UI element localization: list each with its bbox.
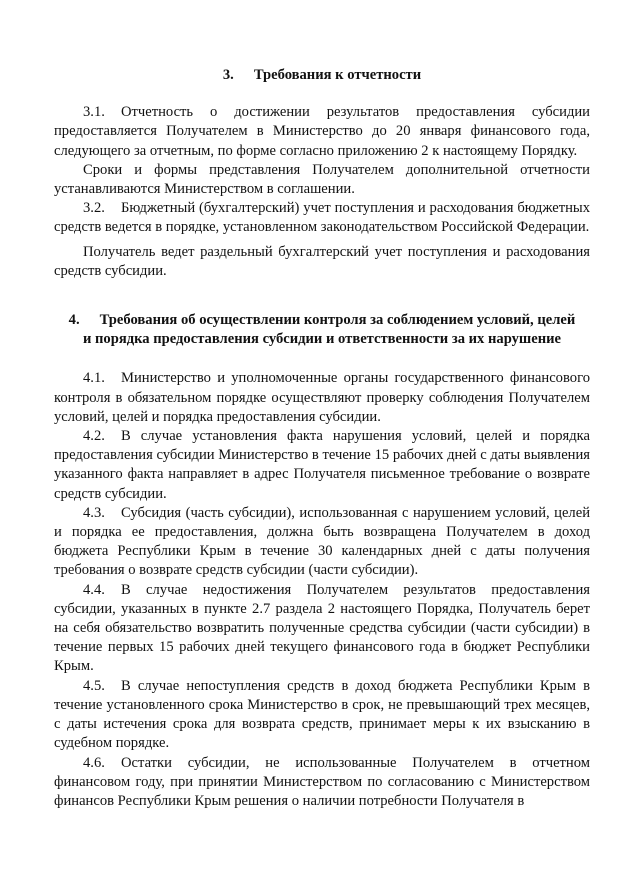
section-4-heading (54, 311, 590, 349)
paragraph-number: 4.3. (83, 504, 105, 521)
paragraph-3-1 (54, 103, 590, 161)
paragraph-4-3 (54, 504, 590, 581)
paragraph-3-2 (54, 199, 590, 237)
paragraph-number: 4.4. (83, 581, 105, 598)
paragraph-4-1 (54, 369, 590, 427)
paragraph-number: 4.6. (83, 754, 105, 771)
paragraph-4-5 (54, 677, 590, 754)
paragraph-text: Бюджетный (бухгалтерский) учет поступления и расходования бюджетных средств ведется в порядке, установленном законодательством Российской Федерации. (54, 200, 590, 236)
paragraph-4-2 (54, 427, 590, 504)
paragraph-text: Отчетность о достижении результатов предоставления субсидии предоставляется Получателем в Министерство до 20 января финансового года, следующего за отчетным, по форме согласно приложению 2 к настоящему Порядку. (54, 104, 590, 159)
paragraph-text: В случае недостижения Получателем результатов предоставления субсидии, указанных в пункте 2.7 раздела 2 настоящего Порядка, Получатель берет на себя обязательство возвратить полученные средства субсидии (части субсидии) в течение первых 15 рабочих дней текущего финансового года в бюджет Республики Крым. (54, 581, 590, 675)
document-content (54, 66, 590, 811)
paragraph-text: Получатель ведет раздельный бухгалтерский учет поступления и расходования средств субсидии. (54, 243, 590, 279)
paragraph-4-4 (54, 581, 590, 677)
paragraph-number: 3.1. (83, 104, 105, 121)
paragraph-text: Сроки и формы представления Получателем дополнительной отчетности устанавливаются Министерством в соглашении. (54, 161, 590, 198)
section-3-number: 3. (222, 67, 234, 83)
section-3-title: Требования к отчетности (253, 67, 422, 83)
paragraph-text: В случае непоступления средств в доход бюджета Республики Крым в течение установленного срока Министерство в срок, не превышающий трех месяцев, с даты истечения срока для возврата средств, принимает меры к их взысканию в судебном порядке. (54, 677, 590, 752)
paragraph-number: 3.2. (83, 200, 105, 217)
paragraph-3-2-extra (54, 243, 590, 281)
paragraph-text: Остатки субсидии, не использованные Получателем в отчетном финансовом году, при принятии Министерством по согласованию с Министерством финансов Республики Крым решения о наличии потребности Получателя в (54, 754, 590, 809)
section-3-heading (54, 66, 590, 85)
paragraph-number: 4.2. (83, 428, 105, 445)
paragraph-number: 4.1. (83, 370, 105, 387)
section-4-title: Требования об осуществлении контроля за соблюдением условий, целей и порядка предоставления субсидии и ответственности за их нарушение (82, 312, 576, 348)
paragraph-number: 4.5. (83, 677, 105, 694)
paragraph-text: Министерство и уполномоченные органы государственного финансового контроля в обязательном порядке осуществляют проверку соблюдения Получателем условий, целей и порядка предоставления субсидии. (54, 370, 590, 425)
paragraph-3-1-extra (54, 161, 590, 199)
paragraph-text: Субсидия (часть субсидии), использованная с нарушением условий, целей и порядка ее предоставления, должна быть возвращена Получателем в доход бюджета Республики Крым в течение 30 календарных дней с даты получения требования о возврате средств субсидии (части субсидии). (54, 504, 590, 579)
section-4-number: 4. (68, 312, 80, 329)
paragraph-4-6 (54, 754, 590, 812)
paragraph-text: В случае установления факта нарушения условий, целей и порядка предоставления субсидии Министерство в течение 15 рабочих дней с даты выявления указанного факта направляет в адрес Получателя письменное требование о возврате средств субсидии. (54, 428, 590, 502)
